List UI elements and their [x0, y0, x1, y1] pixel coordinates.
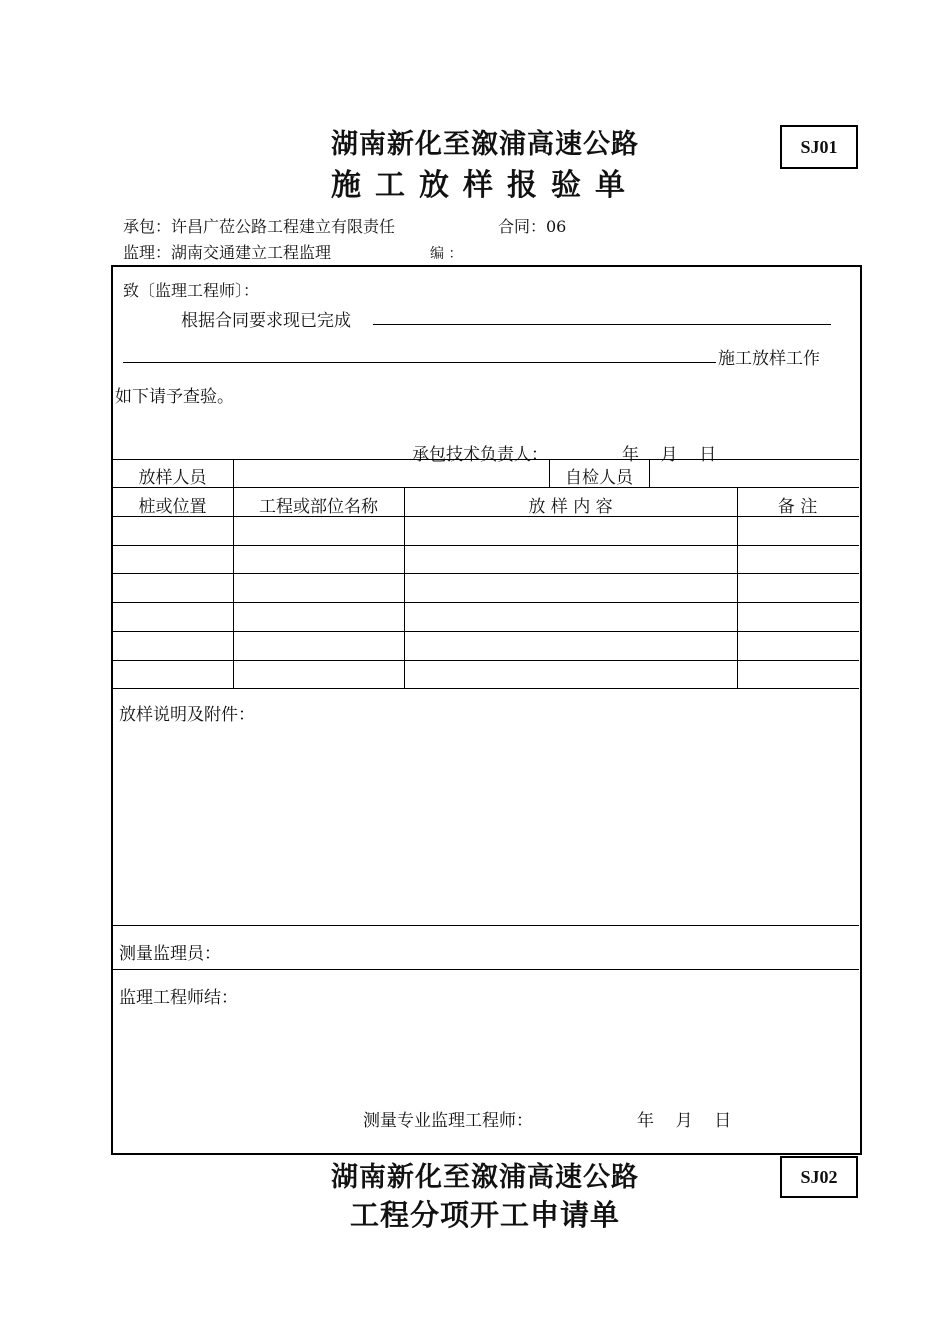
contractor-line: 承包：许昌广莅公路工程建立有限责任: [123, 217, 396, 236]
body-end: 施工放样工作: [718, 349, 820, 369]
work-blank-2[interactable]: [123, 362, 716, 363]
signer-label: 承包技术负责人：: [412, 445, 548, 465]
table-row[interactable]: [112, 603, 858, 631]
staff-field[interactable]: [234, 460, 549, 487]
row-line: [112, 925, 859, 926]
form2-subtitle: 工程分项开工申请单: [349, 1198, 620, 1232]
self-check-field[interactable]: [650, 460, 858, 487]
body-start: 根据合同要求现已完成: [181, 311, 351, 331]
col-header-position: 桩或位置: [138, 497, 207, 517]
form1-code: SJ01: [780, 125, 858, 169]
table-row[interactable]: [112, 574, 858, 602]
survey-engineer-label: 测量专业监理工程师：: [363, 1111, 533, 1131]
contract-number: 合同：06: [498, 217, 567, 236]
to-label: 致〔监理工程师〕：: [123, 281, 260, 300]
form2-title: 湖南新化至溆浦高速公路: [331, 1162, 639, 1193]
table-row[interactable]: [112, 546, 858, 573]
attachments-label: 放样说明及附件：: [119, 705, 255, 725]
body-request: 如下请予查验。: [115, 387, 234, 407]
table-row[interactable]: [112, 661, 858, 688]
final-date: 年 月 日: [637, 1111, 732, 1131]
work-blank-1[interactable]: [373, 324, 831, 325]
signer-date: 年 月 日: [622, 445, 717, 465]
self-check-label: 自检人员: [565, 468, 633, 488]
col-header-remarks: 备 注: [777, 497, 818, 517]
number-label: 编 ：: [430, 246, 463, 262]
table-row[interactable]: [112, 632, 858, 660]
col-header-part-name: 工程或部位名称: [259, 497, 378, 517]
supervisor-line: 监理：湖南交通建立工程监理: [123, 243, 332, 262]
row-line: [112, 969, 859, 970]
staff-label: 放样人员: [138, 468, 207, 488]
survey-supervisor-label: 测量监理员：: [119, 944, 221, 964]
col-header-content: 放 样 内 容: [528, 497, 613, 517]
form1-subtitle: 施工放样报验单: [331, 168, 639, 203]
table-row[interactable]: [112, 517, 858, 545]
form2-code: SJ02: [780, 1156, 858, 1198]
engineer-conclusion-label: 监理工程师结：: [119, 988, 238, 1008]
row-line: [112, 688, 859, 689]
form1-title: 湖南新化至溆浦高速公路: [331, 129, 639, 160]
